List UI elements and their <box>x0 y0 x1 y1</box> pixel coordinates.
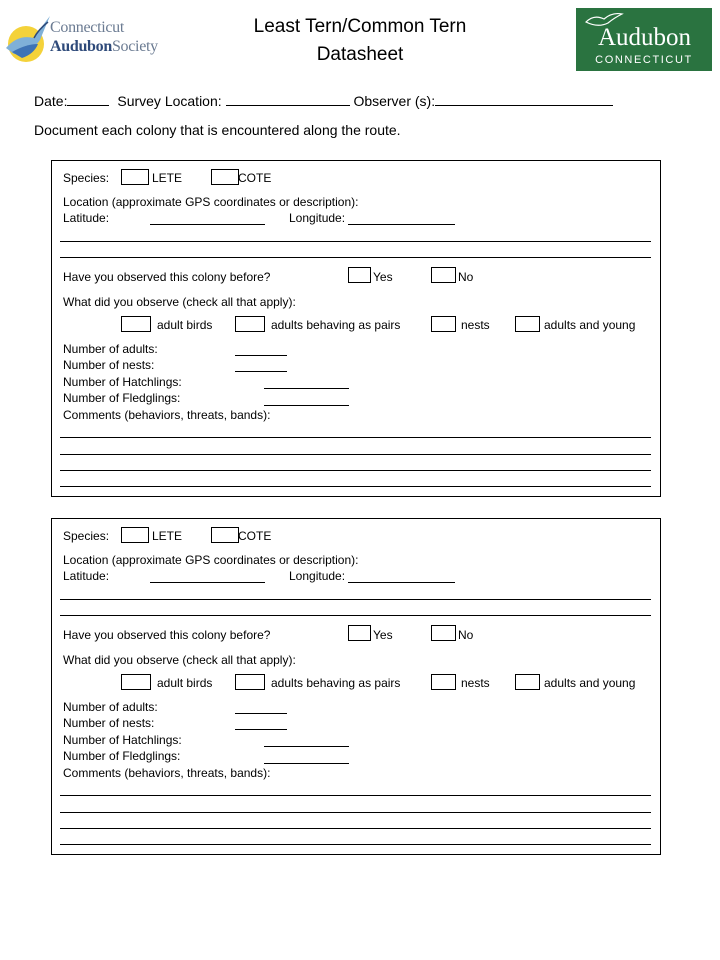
observer-field[interactable] <box>435 92 613 106</box>
adult-birds-label: adult birds <box>157 676 213 690</box>
species-lete-label: LETE <box>152 171 183 185</box>
adults-count-label: Number of adults: <box>63 700 158 714</box>
observed-before-label: Have you observed this colony before? <box>63 628 271 642</box>
comments-label: Comments (behaviors, threats, bands): <box>63 408 271 422</box>
hatchlings-count-label: Number of Hatchlings: <box>63 733 182 747</box>
observed-yes-checkbox[interactable] <box>348 625 371 641</box>
observe-label: What did you observe (check all that apply): <box>63 653 296 667</box>
page-subtitle: Datasheet <box>316 44 404 65</box>
location-line[interactable] <box>60 257 651 258</box>
fledglings-count-label: Number of Fledglings: <box>63 391 181 405</box>
nests-label: nests <box>461 676 490 690</box>
species-cote-label: COTE <box>238 529 272 543</box>
observed-no-label: No <box>458 270 474 284</box>
adult-birds-label: adult birds <box>157 318 213 332</box>
adults-count-label: Number of adults: <box>63 342 158 356</box>
latitude-label: Latitude: <box>63 569 110 583</box>
longitude-field[interactable] <box>348 224 455 225</box>
comments-line[interactable] <box>60 454 651 455</box>
latitude-field[interactable] <box>150 582 265 583</box>
latitude-label: Latitude: <box>63 211 110 225</box>
fledglings-count-field[interactable] <box>264 405 349 406</box>
logo-left-line1: Connecticut <box>50 19 125 36</box>
species-lete-label: LETE <box>152 529 183 543</box>
species-label: Species: <box>63 171 110 185</box>
colony-form-2 <box>51 518 661 855</box>
species-lete-checkbox[interactable] <box>121 169 149 185</box>
header-fields <box>34 92 613 110</box>
latitude-field[interactable] <box>150 224 265 225</box>
location-line[interactable] <box>60 599 651 600</box>
fledglings-count-field[interactable] <box>264 763 349 764</box>
comments-line[interactable] <box>60 812 651 813</box>
species-cote-checkbox[interactable] <box>211 169 239 185</box>
adults-count-field[interactable] <box>235 713 287 714</box>
adult-birds-checkbox[interactable] <box>121 316 151 332</box>
page-title: Least Tern/Common Tern <box>253 16 467 37</box>
observer-label: Observer (s): <box>353 93 436 109</box>
location-line[interactable] <box>60 241 651 242</box>
longitude-label: Longitude: <box>289 211 346 225</box>
hatchlings-count-label: Number of Hatchlings: <box>63 375 182 389</box>
date-field[interactable] <box>67 92 109 106</box>
nests-count-field[interactable] <box>235 371 287 372</box>
audubon-connecticut-logo <box>576 8 712 71</box>
hatchlings-count-field[interactable] <box>264 388 349 389</box>
colony-form-1 <box>51 160 661 497</box>
comments-line[interactable] <box>60 486 651 487</box>
adults-pairs-label: adults behaving as pairs <box>271 318 401 332</box>
hatchlings-count-field[interactable] <box>264 746 349 747</box>
nests-count-label: Number of nests: <box>63 716 155 730</box>
fledglings-count-label: Number of Fledglings: <box>63 749 181 763</box>
observed-yes-label: Yes <box>373 270 393 284</box>
adults-pairs-checkbox[interactable] <box>235 674 265 690</box>
logo-right-line1: Audubon <box>598 24 692 51</box>
instruction-text: Document each colony that is encountered along the route. <box>34 122 401 138</box>
longitude-field[interactable] <box>348 582 455 583</box>
observed-yes-checkbox[interactable] <box>348 267 371 283</box>
observe-label: What did you observe (check all that apply): <box>63 295 296 309</box>
adults-young-checkbox[interactable] <box>515 674 540 690</box>
observed-no-checkbox[interactable] <box>431 625 456 641</box>
nests-count-label: Number of nests: <box>63 358 155 372</box>
observed-before-label: Have you observed this colony before? <box>63 270 271 284</box>
location-label: Location (approximate GPS coordinates or description): <box>63 553 359 567</box>
comments-line[interactable] <box>60 437 651 438</box>
adults-young-checkbox[interactable] <box>515 316 540 332</box>
species-label: Species: <box>63 529 110 543</box>
adults-young-label: adults and young <box>544 676 636 690</box>
comments-line[interactable] <box>60 828 651 829</box>
location-line[interactable] <box>60 615 651 616</box>
nests-count-field[interactable] <box>235 729 287 730</box>
location-label: Location (approximate GPS coordinates or description): <box>63 195 359 209</box>
nests-checkbox[interactable] <box>431 674 456 690</box>
observed-no-checkbox[interactable] <box>431 267 456 283</box>
logo-left-line2: AudubonSociety <box>50 38 158 55</box>
adults-pairs-label: adults behaving as pairs <box>271 676 401 690</box>
nests-checkbox[interactable] <box>431 316 456 332</box>
observed-no-label: No <box>458 628 474 642</box>
species-lete-checkbox[interactable] <box>121 527 149 543</box>
adult-birds-checkbox[interactable] <box>121 674 151 690</box>
adults-young-label: adults and young <box>544 318 636 332</box>
adults-pairs-checkbox[interactable] <box>235 316 265 332</box>
species-cote-checkbox[interactable] <box>211 527 239 543</box>
comments-label: Comments (behaviors, threats, bands): <box>63 766 271 780</box>
species-cote-label: COTE <box>238 171 272 185</box>
survey-location-label: Survey Location: <box>117 93 222 109</box>
observed-yes-label: Yes <box>373 628 393 642</box>
logo-right-line2: CONNECTICUT <box>595 54 693 66</box>
date-label: Date: <box>34 93 68 109</box>
longitude-label: Longitude: <box>289 569 346 583</box>
comments-line[interactable] <box>60 844 651 845</box>
comments-line[interactable] <box>60 470 651 471</box>
survey-location-field[interactable] <box>226 92 350 106</box>
adults-count-field[interactable] <box>235 355 287 356</box>
comments-line[interactable] <box>60 795 651 796</box>
nests-label: nests <box>461 318 490 332</box>
